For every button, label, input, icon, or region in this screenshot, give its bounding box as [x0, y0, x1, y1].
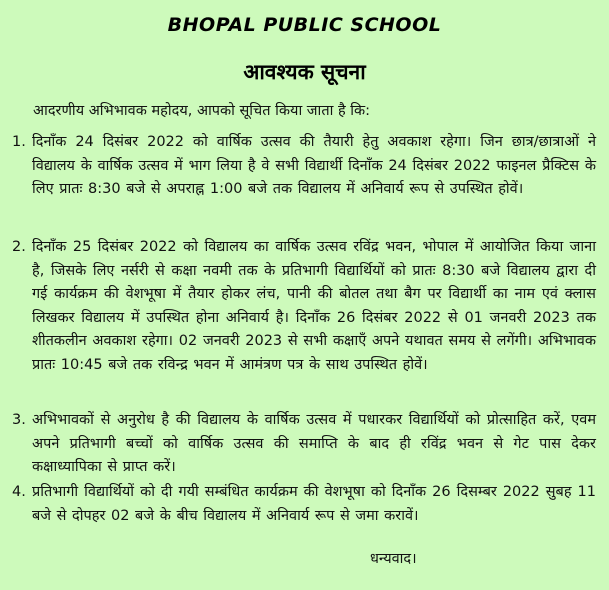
notice-item-1	[12, 131, 596, 202]
notice-title: आवश्यक सूचना	[243, 60, 366, 84]
school-name: BHOPAL PUBLIC SCHOOL	[167, 14, 442, 36]
item-text: अभिभावकों से अनुरोध है की विद्यालय के वार्षिक उत्सव में पधारकर विद्यार्थियों को प्रोत्साहित करें, एवम अपने प्रतिभागी बच्चों को वार्षिक उत्सव की समाप्ति के बाद ही रविंद्र भवन से गेट पास देकर कक्षाध्यापिका से प्राप्त करें।	[32, 412, 596, 475]
item-text: दिनाँक 25 दिसंबर 2022 को विद्यालय का वार्षिक उत्सव रविंद्र भवन, भोपाल में आयोजित किया जाना है, जिसके लिए नर्सरी से कक्षा नवमी तक के प्रतिभागी विद्यार्थियों को प्रातः 8:30 बजे विद्यालय द्वारा दी गई कार्यक्रम की वेशभूषा में तैयार होकर लंच, पानी की बोतल तथा बैग पर विद्यार्थी का नाम एवं क्लास लिखकर विद्यालय में उपस्थित होना अनिवार्य है। दिनाँक 26 दिसंबर 2022 से 01 जनवरी 2023 तक शीतकलीन अवकाश रहेगा। 02 जनवरी 2023 से सभी कक्षाएँ अपने यथावत समय से लगेंगी। अभिभावक प्रातः 10:45 बजे तक रविन्द्र भवन में आमंत्रण पत्र के साथ उपस्थित होवें।	[32, 239, 596, 373]
item-number: 2.	[12, 239, 26, 255]
notice-item-2	[12, 236, 596, 377]
salutation: आदरणीय अभिभावक महोदय, आपको सूचित किया जाता है कि:	[33, 103, 371, 119]
item-text: दिनाँक 24 दिसंबर 2022 को वार्षिक उत्सव की तैयारी हेतु अवकाश रहेगा। जिन छात्र/छात्राओं ने विद्यालय के वार्षिक उत्सव में भाग लिया है वे सभी विद्यार्थी दिनाँक 24 दिसंबर 2022 फाइनल प्रैक्टिस के लिए प्रातः 8:30 बजे से अपराह्न 1:00 बजे तक विद्यालय में अनिवार्य रूप से उपस्थित होवें।	[32, 134, 596, 197]
item-number: 1.	[12, 134, 26, 150]
item-text: प्रतिभागी विद्यार्थियों को दी गयी सम्बंधित कार्यक्रम की वेशभूषा को दिनाँक 26 दिसम्बर 2022 सुबह 11 बजे से दोपहर 02 बजे के बीच विद्यालय में अनिवार्य रूप से जमा करावें।	[32, 484, 596, 524]
item-number: 3.	[12, 412, 26, 428]
notice-item-3	[12, 409, 596, 480]
thanks-signoff: धन्यवाद।	[370, 551, 417, 567]
item-number: 4.	[12, 484, 26, 500]
notice-item-4	[12, 481, 596, 528]
